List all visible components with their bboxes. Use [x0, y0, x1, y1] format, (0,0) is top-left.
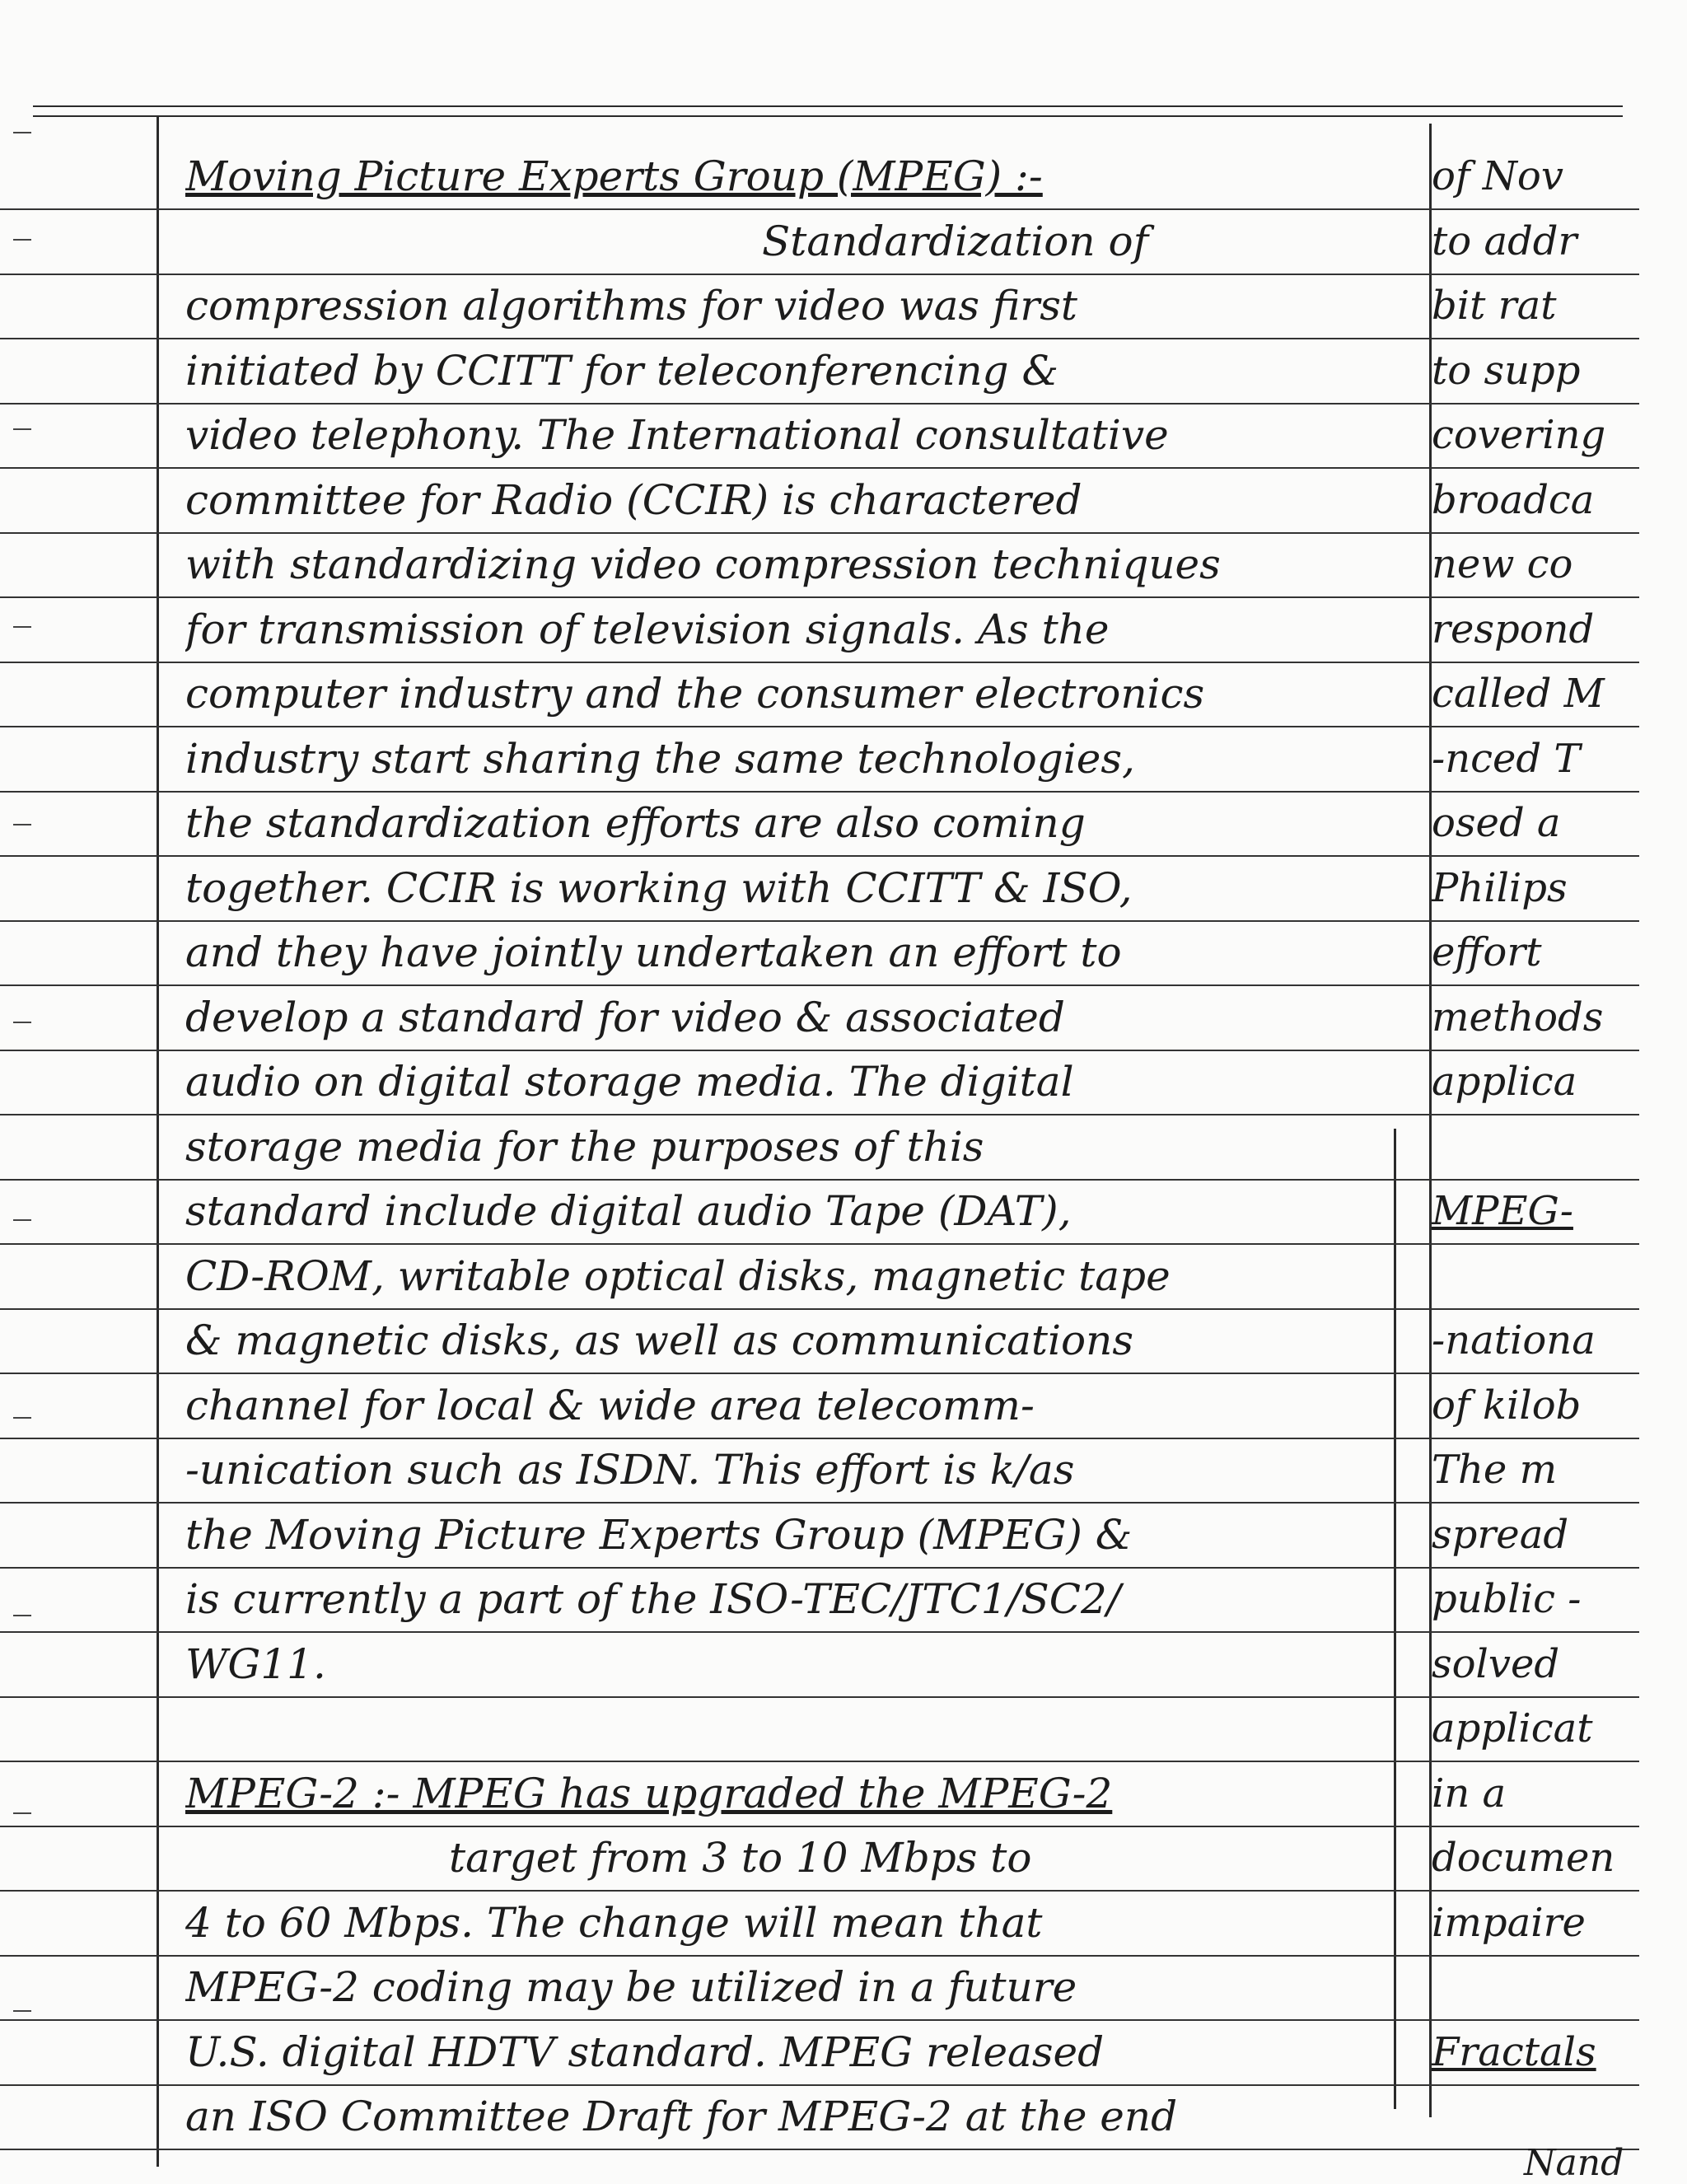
ruled-line — [0, 791, 1639, 857]
note-line-text: is currently a part of the ISO-TEC/JTC1/SC2/ — [185, 1575, 1121, 1623]
note-line-text: target from 3 to 10 Mbps to — [449, 1834, 1032, 1882]
side-column-text: of Nov — [1432, 153, 1563, 199]
ruled-line — [0, 1438, 1639, 1504]
note-line-text: for transmission of television signals. As the — [185, 605, 1110, 653]
side-column-text — [1432, 1115, 1621, 1179]
note-line-text: committee for Radio (CCIR) is charactered — [185, 475, 1082, 524]
side-column-text: applica — [1432, 1059, 1577, 1105]
side-column-text: osed a — [1432, 800, 1561, 846]
side-column-text: -nationa — [1432, 1317, 1596, 1363]
side-column-text: impaire — [1432, 1899, 1586, 1946]
side-column-text: methods — [1432, 994, 1604, 1041]
note-line-text: MPEG-2 :- MPEG has upgraded the MPEG-2 — [185, 1769, 1113, 1817]
ruled-line — [0, 1761, 1639, 1827]
signature: Nand — [1524, 2142, 1624, 2184]
ruled-line — [0, 920, 1639, 986]
ruled-line — [0, 985, 1639, 1051]
note-line-text: the standardization efforts are also coming — [185, 799, 1086, 847]
ruled-line — [0, 1503, 1639, 1569]
top-rule — [33, 105, 1623, 107]
side-column-text: documen — [1432, 1835, 1615, 1881]
ruled-line — [0, 597, 1639, 663]
note-line-text: Moving Picture Experts Group (MPEG) :- — [185, 152, 1043, 200]
side-column-text: bit rat — [1432, 283, 1557, 329]
side-column-text: effort — [1432, 929, 1542, 975]
ruled-line — [0, 1826, 1639, 1892]
note-line-text: compression algorithms for video was first — [185, 282, 1077, 330]
note-line-text: 4 to 60 Mbps. The change will mean that — [185, 1898, 1043, 1947]
side-column-text: to supp — [1432, 347, 1581, 394]
ruled-line — [0, 144, 1639, 210]
note-line-text: industry start sharing the same technologies, — [185, 734, 1135, 783]
side-column-text: covering — [1432, 412, 1606, 458]
note-line-text: CD-ROM, writable optical disks, magnetic tape — [185, 1251, 1171, 1300]
note-line-text: audio on digital storage media. The digital — [185, 1058, 1074, 1106]
note-line-text: & magnetic disks, as well as communications — [185, 1316, 1133, 1364]
note-line-text: together. CCIR is working with CCITT & ISO, — [185, 863, 1133, 912]
ruled-line — [0, 1179, 1639, 1245]
side-column-text: in a — [1432, 1770, 1507, 1817]
margin-tick — [13, 132, 31, 133]
note-line-text: an ISO Committee Draft for MPEG-2 at the end — [185, 2093, 1178, 2140]
side-column-text: to addr — [1432, 217, 1577, 264]
side-column-text: MPEG- — [1432, 1188, 1573, 1234]
note-line-text: U.S. digital HDTV standard. MPEG released — [185, 2027, 1105, 2076]
note-line-text: storage media for the purposes of this — [185, 1122, 984, 1171]
ruled-line — [0, 209, 1639, 275]
side-column-text: respond — [1432, 606, 1595, 652]
note-line-text: standard include digital audio Tape (DAT), — [185, 1187, 1072, 1235]
side-column-text: Philips — [1432, 864, 1568, 911]
note-line-text: with standardizing video compression techniques — [185, 540, 1221, 588]
side-column-text: Fractals — [1432, 2028, 1596, 2075]
side-column-text — [1432, 2084, 1621, 2149]
ruled-line — [0, 339, 1639, 405]
side-column-text: public - — [1432, 1576, 1582, 1622]
ruled-line — [0, 2084, 1639, 2150]
side-column-text — [1432, 1955, 1621, 2019]
ruled-line — [0, 1373, 1639, 1439]
ruled-line — [0, 662, 1639, 727]
ruled-line — [0, 856, 1639, 922]
side-column-text: -nced T — [1432, 735, 1581, 782]
side-column-text: solved — [1432, 1640, 1560, 1687]
ruled-line — [0, 1244, 1639, 1310]
note-line-text: and they have jointly undertaken an effort to — [185, 928, 1122, 976]
ruled-line — [0, 403, 1639, 469]
note-line-text: develop a standard for video & associated — [185, 993, 1065, 1041]
ruled-line — [0, 1955, 1639, 2021]
ruled-line — [0, 274, 1639, 339]
note-line-text: WG11. — [185, 1639, 326, 1688]
side-column-text: spread — [1432, 1511, 1569, 1558]
ruled-line — [0, 1696, 1639, 1762]
ruled-line — [0, 1891, 1639, 1957]
side-column-text: new co — [1432, 541, 1573, 587]
ruled-line — [0, 1115, 1639, 1181]
side-column-text: broadca — [1432, 476, 1595, 523]
note-line-text: computer industry and the consumer electronics — [185, 670, 1205, 718]
side-column-text: of kilob — [1432, 1382, 1582, 1429]
side-column-text: called M — [1432, 671, 1605, 717]
side-column-text — [1432, 1244, 1621, 1308]
ruled-line — [0, 532, 1639, 598]
ruled-line — [0, 1050, 1639, 1115]
note-line-text: the Moving Picture Experts Group (MPEG) & — [185, 1510, 1133, 1559]
ruled-line — [0, 468, 1639, 534]
ruled-line — [0, 2020, 1639, 2086]
note-line-text: initiated by CCITT for teleconferencing & — [185, 346, 1058, 395]
ruled-line — [0, 1567, 1639, 1633]
note-line-text: video telephony. The International consultative — [185, 411, 1169, 459]
top-rule-2 — [33, 115, 1623, 117]
ruled-line — [0, 1308, 1639, 1374]
side-column-text: applicat — [1432, 1705, 1593, 1751]
note-line-text: Standardization of — [762, 217, 1149, 265]
note-line-text: channel for local & wide area telecomm- — [185, 1381, 1035, 1429]
ruled-line — [0, 1632, 1639, 1698]
side-column-text: The m — [1432, 1447, 1558, 1493]
note-line-text: -unication such as ISDN. This effort is k/as — [185, 1446, 1075, 1494]
ruled-line — [0, 727, 1639, 793]
note-line-text — [185, 1696, 1413, 1761]
note-line-text: MPEG-2 coding may be utilized in a future — [185, 1963, 1077, 2011]
